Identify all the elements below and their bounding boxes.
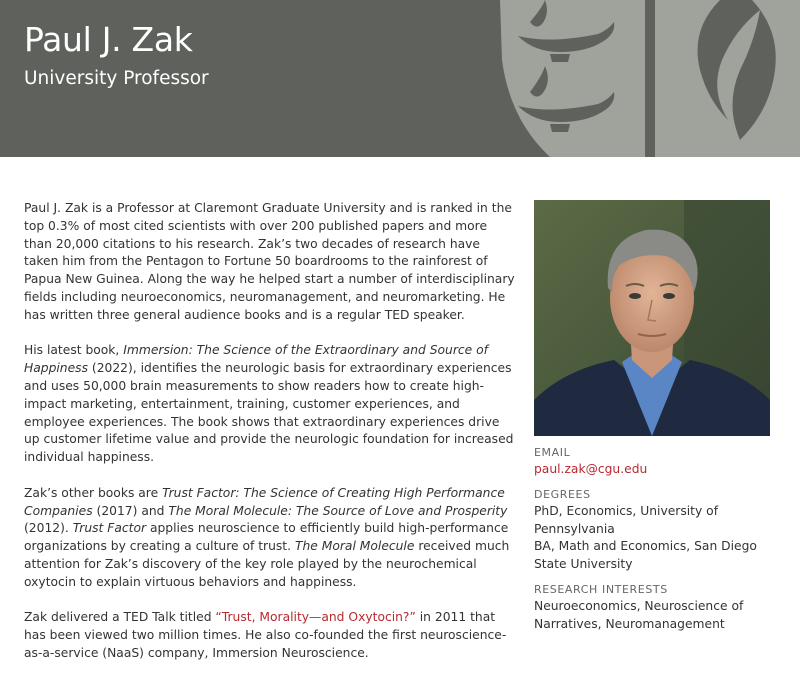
ted-talk-link[interactable]: “Trust, Morality—and Oxytocin?” bbox=[215, 610, 416, 625]
profile-sidebar bbox=[534, 446, 784, 643]
email-section bbox=[534, 446, 784, 479]
degrees-label: DEGREES bbox=[534, 487, 591, 501]
bio-text-segment: (2017) and bbox=[92, 503, 169, 518]
page-subtitle: University Professor bbox=[24, 68, 209, 89]
lamp-of-knowledge-icon bbox=[490, 0, 800, 157]
bio-text-segment: (2022), identifies the neurologic basis for extraordinary experiences and uses 50,000 brain measurements to show readers how to create high-impact marketing, entertainment, training, customer experiences, and employee experiences. The book shows that extraordinary experiences drive up customer lifetime value and provide the neurologic foundation for increased individual happiness. bbox=[24, 361, 514, 465]
degree-ba: BA, Math and Economics, San Diego State University bbox=[534, 539, 757, 572]
research-section bbox=[534, 583, 784, 634]
page-title: Paul J. Zak bbox=[24, 20, 193, 59]
book-title-immersion: Immersion: The Science of the Extraordinary and Source of Happiness bbox=[24, 343, 488, 376]
degree-phd: PhD, Economics, University of Pennsylvania bbox=[534, 503, 719, 536]
bio-text-segment: in 2011 that has been viewed two million times. He also co-founded the first neuroscience-as-a-service (NaaS) company, Immersion Neuroscience. bbox=[24, 610, 507, 660]
bio-text-segment: (2012). bbox=[24, 521, 73, 536]
research-interests: Neuroeconomics, Neuroscience of Narratives, Neuromanagement bbox=[534, 598, 744, 631]
bio-text-segment: Zak’s other books are bbox=[24, 485, 163, 500]
bio-text-segment: received much attention for Zak’s discovery of the key role played by the neurochemical oxytocin to explain virtuous behaviors and happiness. bbox=[24, 539, 510, 589]
bio-paragraph-4 bbox=[24, 609, 516, 662]
bio-paragraph-3 bbox=[24, 485, 516, 592]
bio-paragraph-1: Paul J. Zak is a Professor at Claremont Graduate University and is ranked in the top 0.3% of most cited scientists with over 200 published papers and more than 20,000 citations to his research. Zak’s two decades of research have taken him from the Pentagon to Fortune 50 boardrooms to the rainforest of Papua New Guinea. Along the way he helped start a number of interdisciplinary fields including neuroeconomics, neuromanagement, and neuromarketing. He has written three general audience books and is a regular TED speaker. bbox=[24, 201, 515, 322]
book-title-moral-molecule: The Moral Molecule: The Source of Love and Prosperity bbox=[168, 503, 508, 518]
bio-paragraph-2 bbox=[24, 342, 516, 467]
bio-text-segment: applies neuroscience to efficiently build high-performance organizations by creating a culture of trust. bbox=[24, 521, 509, 554]
bio-text-segment: Zak delivered a TED Talk titled bbox=[24, 610, 216, 625]
profile-header bbox=[0, 0, 800, 157]
bio-text bbox=[24, 200, 516, 681]
email-link[interactable]: paul.zak@cgu.edu bbox=[534, 462, 648, 476]
bio-text-segment: His latest book, bbox=[24, 343, 124, 358]
book-title-trust-factor-short: Trust Factor bbox=[72, 521, 147, 536]
degrees-section bbox=[534, 488, 784, 574]
profile-photo bbox=[534, 200, 770, 436]
book-title-trust-factor: Trust Factor: The Science of Creating High Performance Companies bbox=[24, 485, 505, 518]
research-label: RESEARCH INTERESTS bbox=[534, 582, 668, 596]
portrait-image bbox=[534, 200, 770, 436]
book-title-moral-molecule-short: The Moral Molecule bbox=[294, 539, 415, 554]
email-label: EMAIL bbox=[534, 446, 571, 459]
